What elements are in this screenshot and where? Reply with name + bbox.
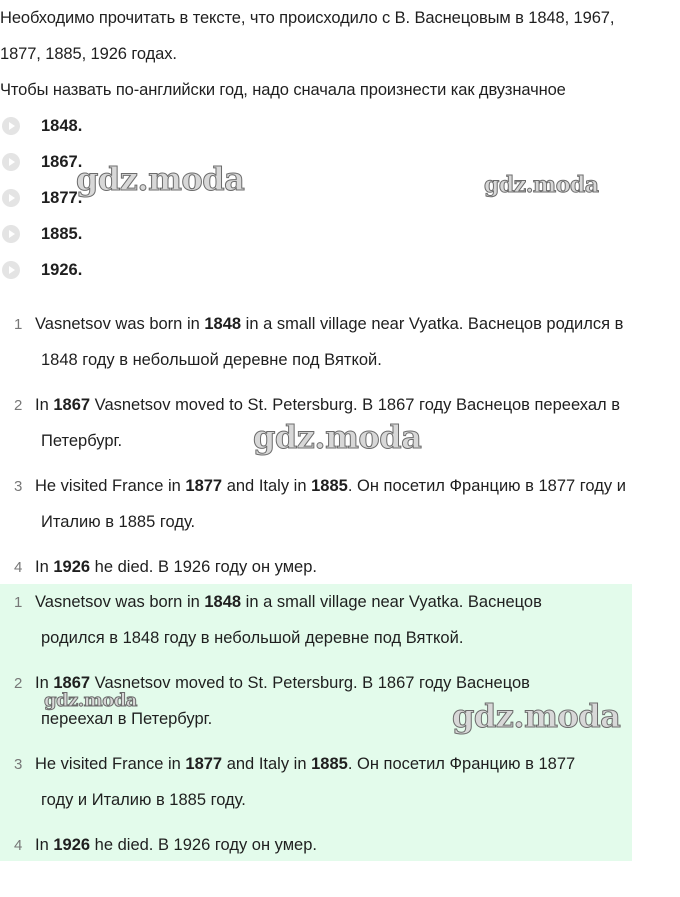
item-text: In 1926 he died. В 1926 году он умер.	[35, 836, 317, 854]
item-text: Vasnetsov was born in 1848 in a small village near Vyatka. Васнецов родился в	[35, 315, 624, 333]
intro-line-1b: 1877, 1885, 1926 годах.	[0, 45, 177, 63]
year-label: 1926.	[41, 260, 83, 279]
item-text-cont: 1848 году в небольшой деревне под Вяткой.	[41, 351, 382, 369]
item-text: He visited France in 1877 and Italy in 1885. Он посетил Францию в 1877	[35, 755, 576, 773]
intro-line-1: Необходимо прочитать в тексте, что происходило с В. Васнецовым в 1848, 1967,	[0, 9, 615, 27]
item-number: 1	[14, 316, 23, 333]
item-text-cont: Италию в 1885 году.	[41, 513, 196, 531]
item-text-cont: Петербург.	[41, 432, 123, 450]
item-number: 2	[14, 675, 23, 692]
item-number: 3	[14, 478, 23, 495]
year-label: 1867.	[41, 152, 83, 171]
play-icon[interactable]	[0, 187, 22, 209]
item-text-cont: переехал в Петербург.	[41, 710, 213, 728]
play-icon[interactable]	[0, 259, 22, 281]
item-text: Vasnetsov was born in 1848 in a small village near Vyatka. Васнецов	[35, 593, 542, 611]
year-item	[0, 252, 83, 288]
item-text: In 1867 Vasnetsov moved to St. Petersburg. В 1867 году Васнецов	[35, 674, 530, 692]
year-item	[0, 180, 83, 216]
play-icon[interactable]	[0, 151, 22, 173]
watermark: gdz.moda	[484, 172, 599, 198]
intro-paragraph-2: Чтобы назвать по-английски год, надо сначала произнести как двузначное	[0, 81, 566, 99]
year-label: 1885.	[41, 224, 83, 243]
item-text: In 1867 Vasnetsov moved to St. Petersburg. В 1867 году Васнецов переехал в	[35, 396, 620, 414]
watermark: gdz.moda	[452, 697, 621, 735]
item-text: He visited France in 1877 and Italy in 1885. Он посетил Францию в 1877 году и	[35, 477, 626, 495]
intro-paragraph	[0, 0, 676, 72]
year-item	[0, 216, 83, 252]
year-label: 1877.	[41, 188, 83, 207]
item-number: 4	[14, 559, 23, 576]
watermark: gdz.moda	[253, 418, 422, 456]
year-item	[0, 144, 83, 180]
item-number: 2	[14, 397, 23, 414]
item-number: 1	[14, 594, 23, 611]
year-item	[0, 108, 83, 144]
play-icon[interactable]	[0, 223, 22, 245]
item-text-cont: году и Италию в 1885 году.	[41, 791, 246, 809]
watermark: gdz.moda	[76, 160, 245, 198]
year-label: 1848.	[41, 116, 83, 135]
item-text-cont: родился в 1848 году в небольшой деревне под Вяткой.	[41, 629, 464, 647]
play-icon[interactable]	[0, 115, 22, 137]
item-text: In 1926 he died. В 1926 году он умер.	[35, 558, 317, 576]
watermark: gdz.moda	[44, 690, 137, 711]
item-number: 4	[14, 837, 23, 854]
item-number: 3	[14, 756, 23, 773]
